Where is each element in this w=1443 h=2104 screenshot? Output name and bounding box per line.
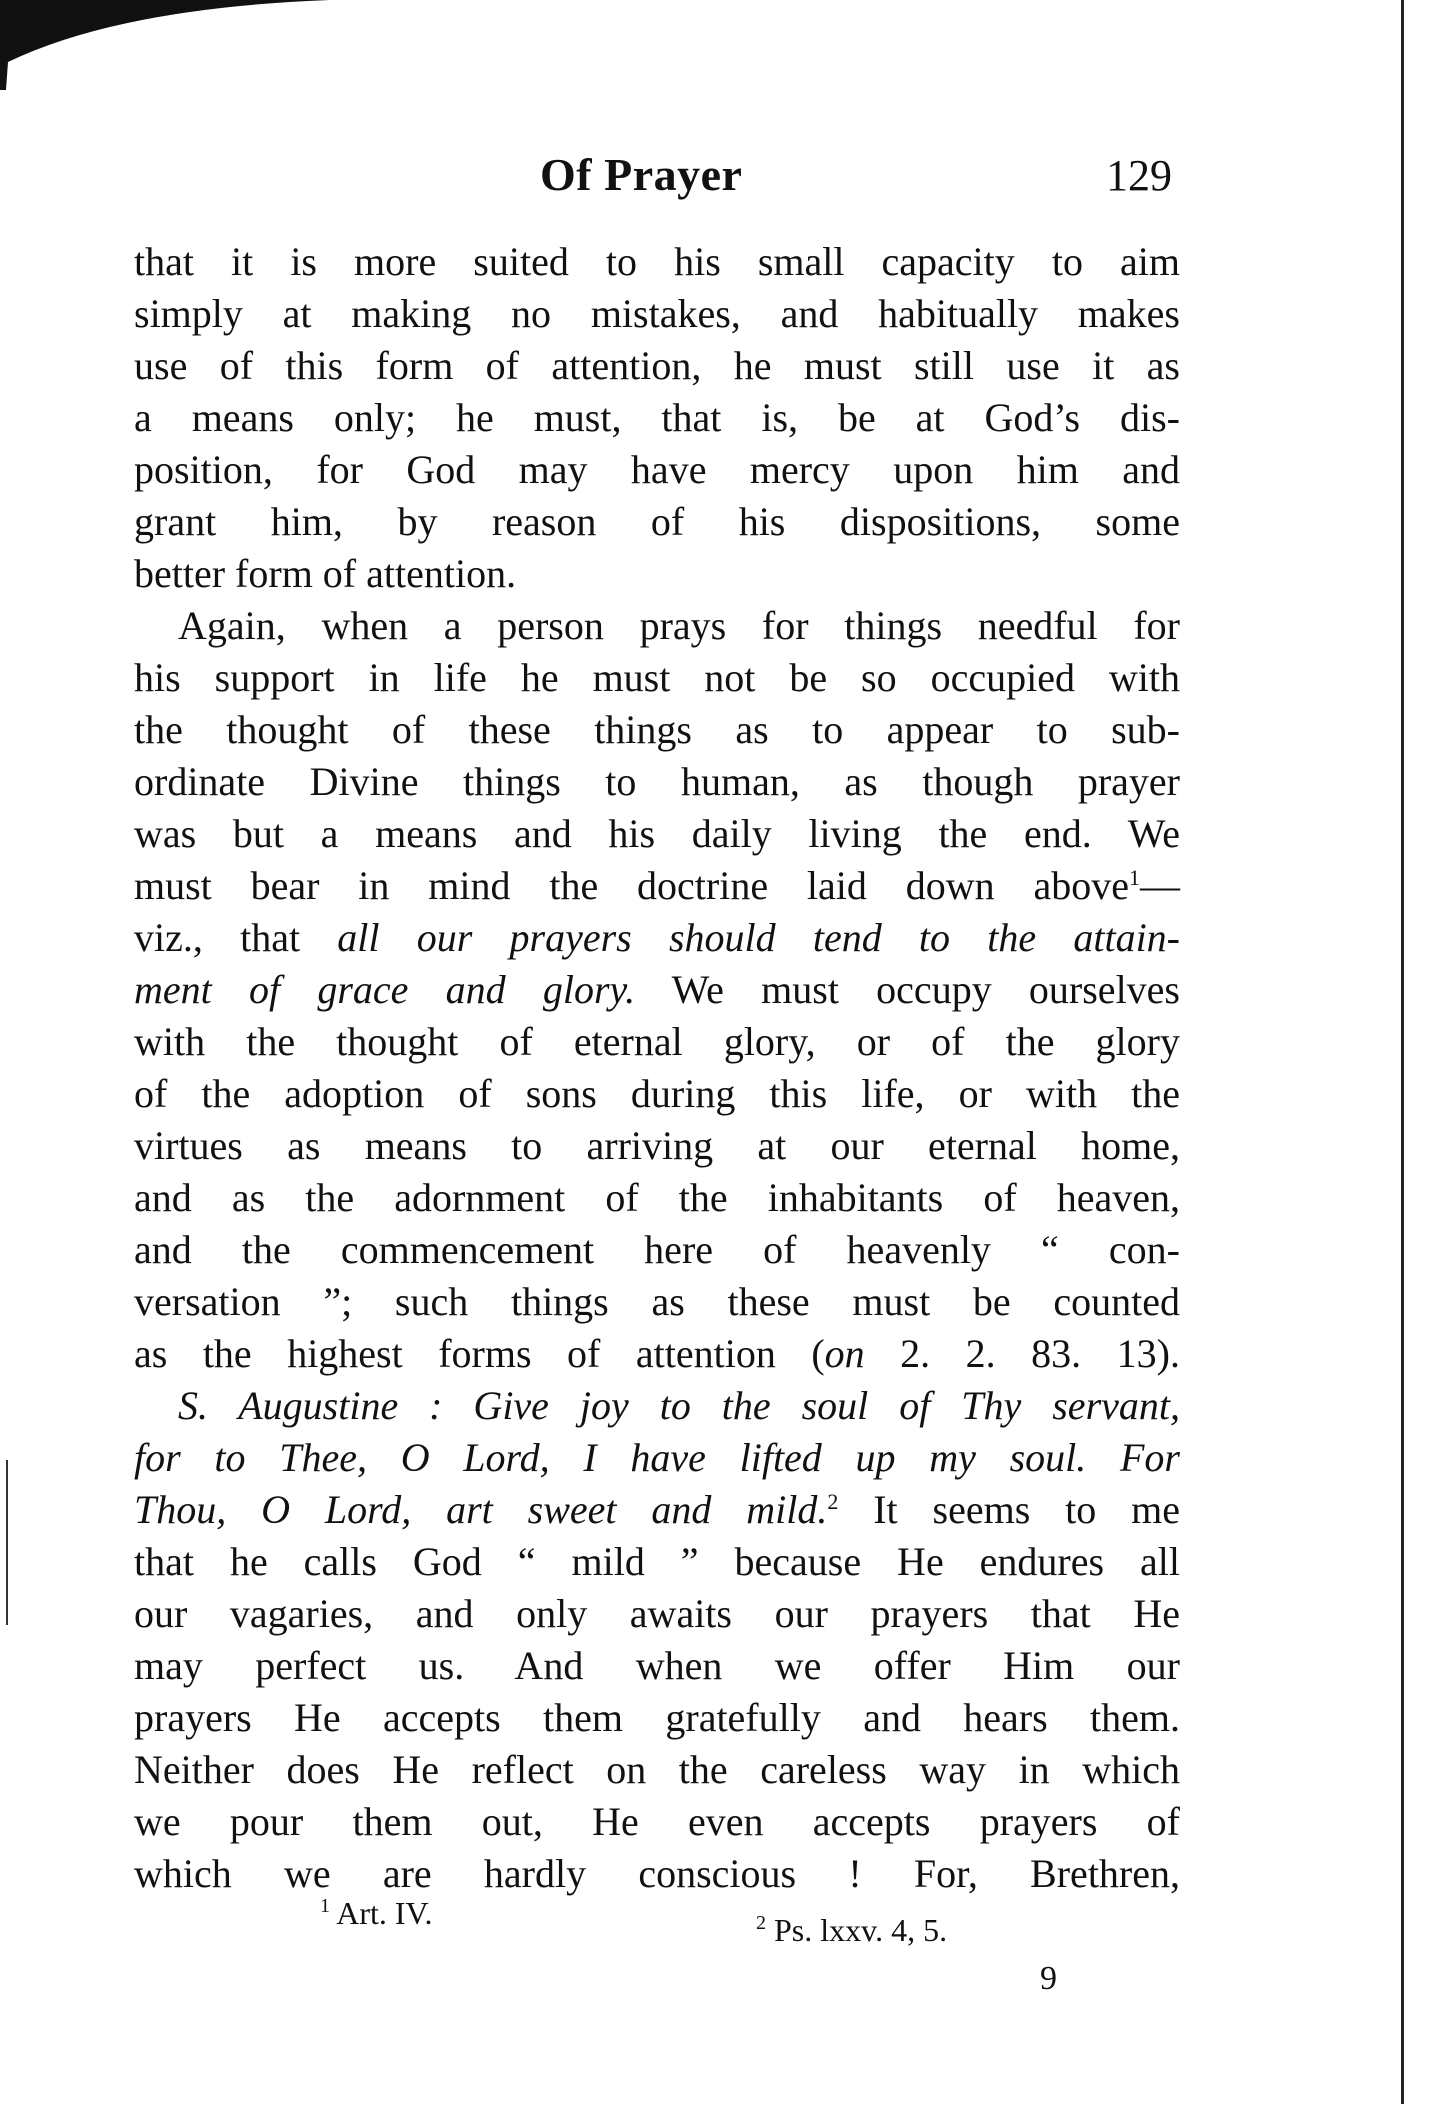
text-line: [134, 236, 1180, 288]
page-number: 129: [1106, 151, 1172, 200]
text-line: [134, 808, 1180, 860]
text-line: [134, 1848, 1180, 1900]
text-segment: and the commencement here of heavenly “ con-: [134, 1227, 1180, 1272]
text-line: [178, 1380, 1180, 1432]
text-segment: and as the adornment of the inhabitants of heaven,: [134, 1175, 1180, 1220]
text-segment: versation ”; such things as these must be counted: [134, 1279, 1180, 1324]
text-segment: position, for God may have mercy upon him and: [134, 447, 1180, 492]
text-line: [134, 1796, 1180, 1848]
footnote-2: [756, 1912, 947, 1949]
text-line: [134, 496, 1180, 548]
running-head-title: Of Prayer: [540, 149, 743, 200]
text-segment: It seems to me: [838, 1487, 1180, 1532]
text-line: [134, 1120, 1180, 1172]
text-segment: simply at making no mistakes, and habitually makes: [134, 291, 1180, 336]
text-line: [134, 1692, 1180, 1744]
text-segment: grant him, by reason of his dispositions, some: [134, 499, 1180, 544]
italic-text: Thou, O Lord, art sweet and mild.: [134, 1487, 828, 1532]
text-segment: we pour them out, He even accepts prayers of: [134, 1799, 1180, 1844]
text-segment: the thought of these things as to appear to sub-: [134, 707, 1180, 752]
text-segment: with the thought of eternal glory, or of the glory: [134, 1019, 1180, 1064]
footnote-reference: 2: [827, 1489, 839, 1514]
text-line: [134, 288, 1180, 340]
text-segment: Again, when a person prays for things needful for: [178, 603, 1180, 648]
text-segment: ordinate Divine things to human, as though prayer: [134, 759, 1180, 804]
text-line: [134, 912, 1180, 964]
italic-text: all our prayers should tend to the attain-: [337, 915, 1181, 960]
italic-text: for to Thee, O Lord, I have lifted up my soul. For: [134, 1435, 1180, 1480]
footnote-mark: 2: [756, 1912, 766, 1934]
text-segment: that it is more suited to his small capacity to aim: [134, 239, 1180, 284]
text-line: [134, 1744, 1180, 1796]
text-segment: of the adoption of sons during this life, or with the: [134, 1071, 1180, 1116]
text-line: [134, 1640, 1180, 1692]
text-segment: a means only; he must, that is, be at God’s dis-: [134, 395, 1180, 440]
footnote-text: Ps. lxxv. 4, 5.: [774, 1912, 948, 1948]
text-segment: Neither does He reflect on the careless way in which: [134, 1747, 1180, 1792]
text-line: [134, 1224, 1180, 1276]
text-line: [134, 1276, 1180, 1328]
footnote-text: Art. IV.: [336, 1895, 433, 1931]
text-line: [134, 1484, 1180, 1536]
text-line: [134, 1068, 1180, 1120]
text-line: [178, 600, 1180, 652]
text-line: [134, 1016, 1180, 1068]
footnote-reference: 1: [1129, 865, 1140, 890]
page-edge-line: [1401, 0, 1404, 2104]
text-segment: may perfect us. And when we offer Him our: [134, 1643, 1180, 1688]
margin-mark: [6, 1460, 8, 1625]
text-line: [134, 652, 1180, 704]
text-segment: use of this form of attention, he must still use it as: [134, 343, 1180, 388]
text-segment: as the highest forms of attention (: [134, 1331, 825, 1376]
signature-mark: 9: [1040, 1960, 1057, 1997]
text-segment: which we are hardly conscious ! For, Brethren,: [134, 1851, 1180, 1896]
text-line: [134, 1328, 1180, 1380]
italic-text: on: [824, 1331, 865, 1376]
italic-text: ment of grace and glory.: [134, 967, 636, 1012]
footnote-mark: 1: [320, 1895, 330, 1917]
text-line: [134, 1588, 1180, 1640]
text-line: [134, 964, 1180, 1016]
text-line: [134, 860, 1180, 912]
text-segment: must bear in mind the doctrine laid down above: [134, 863, 1129, 908]
text-segment: We must occupy ourselves: [635, 967, 1180, 1012]
text-segment: better form of attention.: [134, 551, 517, 596]
text-segment: that he calls God “ mild ” because He endures all: [134, 1539, 1180, 1584]
footnote-1: [320, 1895, 433, 1932]
text-line: [134, 1536, 1180, 1588]
text-line: [134, 1432, 1180, 1484]
italic-text: S. Augustine : Give joy to the soul of Thy servant,: [178, 1383, 1180, 1428]
text-line: [134, 1172, 1180, 1224]
text-line: [134, 548, 1180, 600]
text-segment: prayers He accepts them gratefully and hears them.: [134, 1695, 1180, 1740]
text-segment: our vagaries, and only awaits our prayers that He: [134, 1591, 1180, 1636]
text-line: [134, 444, 1180, 496]
page-corner-shadow: [0, 0, 330, 90]
text-segment: 2. 2. 83. 13).: [864, 1331, 1180, 1376]
text-segment: virtues as means to arriving at our eternal home,: [134, 1123, 1180, 1168]
text-line: [134, 756, 1180, 808]
text-line: [134, 340, 1180, 392]
text-line: [134, 392, 1180, 444]
text-line: [134, 704, 1180, 756]
text-segment: was but a means and his daily living the end. We: [134, 811, 1180, 856]
text-segment: viz., that: [134, 915, 338, 960]
text-segment: his support in life he must not be so occupied with: [134, 655, 1180, 700]
text-segment: —: [1140, 863, 1180, 908]
